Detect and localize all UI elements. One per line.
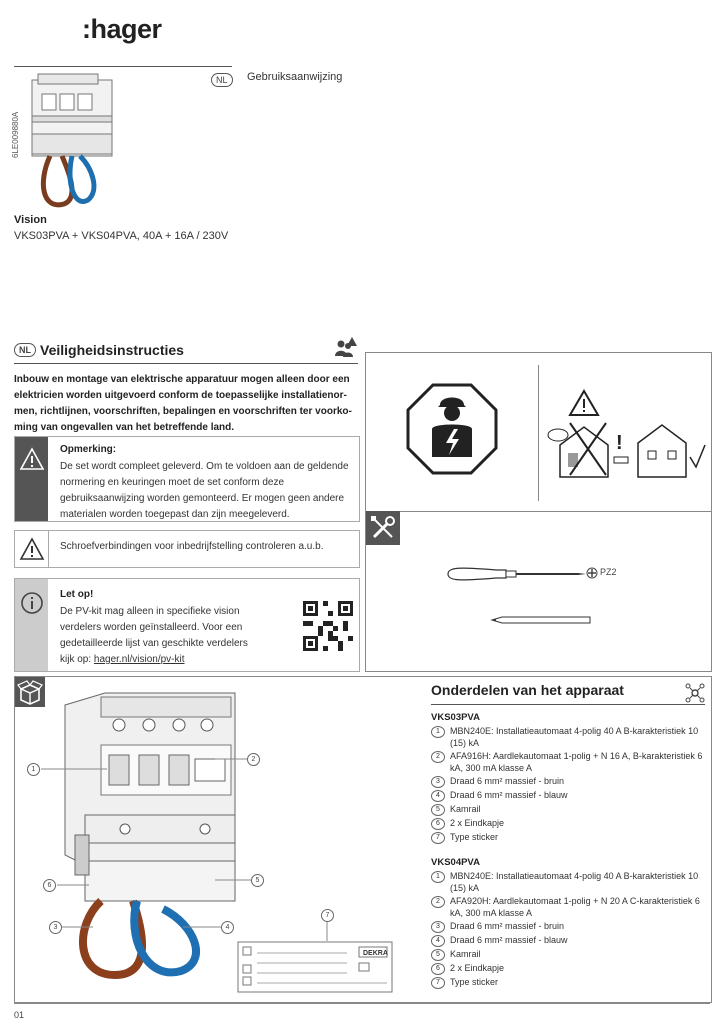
item-text: Draad 6 mm² massief - bruin	[450, 776, 565, 786]
item-number: 2	[431, 896, 445, 908]
callout-6: 6	[43, 879, 56, 892]
safety-language-badge: NL	[14, 343, 36, 357]
phillips-icon	[586, 567, 598, 579]
warning-triangle-icon	[19, 537, 45, 561]
list-item	[431, 935, 705, 947]
item-number: 4	[431, 790, 445, 802]
remark-title: Opmerking:	[60, 444, 117, 455]
warning-people-icon	[334, 336, 358, 358]
parts-group-vks04pva	[431, 857, 705, 991]
note-icon-column	[15, 579, 48, 671]
doc-code-text: 6LE009880A	[11, 111, 20, 158]
pencil-icon	[490, 615, 594, 625]
item-number: 5	[431, 804, 445, 816]
item-text: Draad 6 mm² massief - blauw	[450, 790, 568, 800]
safety-divider	[14, 363, 358, 364]
remark-text: De set wordt compleet geleverd. Om te voldoen aan de geldende normering en keuringen moet de set conform deze gebruiksaanwijzing worden gemonteerd. Er mogen geen andere materialen worden toegepast dan zijn meegeleverd.	[60, 461, 349, 520]
item-number: 7	[431, 977, 445, 989]
list-item	[431, 832, 705, 844]
list-item	[431, 949, 705, 961]
item-text: Kamrail	[450, 804, 481, 814]
item-number: 1	[431, 871, 445, 883]
sticker-brand: DEKRA	[363, 950, 388, 957]
pictogram-divider	[538, 365, 539, 501]
safety-title	[14, 342, 184, 358]
language-badge	[211, 70, 233, 88]
no-diy-installation-icon	[544, 387, 706, 479]
item-number: 4	[431, 935, 445, 947]
hager-logo: :hager	[82, 14, 162, 44]
page-number: 01	[14, 1010, 25, 1020]
info-icon	[20, 591, 44, 615]
note-title: Let op!	[60, 589, 94, 600]
doc-code	[2, 80, 26, 160]
item-text: AFA916H: Aardlekautomaat 1-polig + N 16 A, B-karakteristiek 6 kA, 300 mA klasse A	[450, 751, 703, 773]
item-text: MBN240E: Installatieautomaat 4-polig 40 A B-karakteristiek 10 (15) kA	[450, 726, 699, 748]
list-item	[431, 818, 705, 830]
item-text: Draad 6 mm² massief - blauw	[450, 935, 568, 945]
header-divider	[14, 66, 232, 67]
remark-icon-column	[15, 437, 48, 521]
list-item	[431, 726, 705, 749]
item-text: MBN240E: Installatieautomaat 4-polig 40 A B-karakteristiek 10 (15) kA	[450, 871, 699, 893]
pictogram-panel-top	[366, 353, 711, 512]
language-badge-text: NL	[211, 73, 233, 87]
product-thumbnail	[28, 72, 114, 212]
tools-icon	[366, 511, 400, 545]
parts-group-vks03pva	[431, 712, 705, 846]
components-icon	[685, 683, 705, 703]
list-item	[431, 776, 705, 788]
list-item	[431, 921, 705, 933]
item-number: 2	[431, 751, 445, 763]
item-text: 2 x Eindkapje	[450, 963, 505, 973]
screw-check-box	[14, 530, 360, 568]
electrician-only-icon	[406, 383, 498, 475]
item-text: Type sticker	[450, 977, 499, 987]
footer-divider	[14, 1003, 710, 1004]
pictogram-panel	[365, 352, 712, 672]
product-model: VKS03PVA + VKS04PVA, 40A + 16A / 230V	[14, 230, 229, 242]
warning-triangle-icon	[19, 447, 45, 471]
list-item	[431, 790, 705, 802]
note-text: De PV-kit mag alleen in specifieke vision verdelers worden geïnstalleerd. Voor een gedetailleerde lijst van geschikte verdelers kijk op:	[60, 606, 248, 665]
tools-icon-column	[366, 511, 400, 545]
item-text: Kamrail	[450, 949, 481, 959]
callout-3: 3	[49, 921, 62, 934]
note-text-block	[60, 604, 259, 668]
list-item	[431, 977, 705, 989]
svg-text:!: !	[616, 432, 623, 454]
screw-check-icon-column	[15, 531, 49, 567]
callout-2: 2	[247, 753, 260, 766]
screwdriver-size: PZ2	[600, 567, 617, 577]
pv-kit-link[interactable]: hager.nl/vision/pv-kit	[93, 654, 185, 665]
list-item	[431, 751, 705, 774]
parts-divider	[431, 704, 705, 705]
safety-title-text: Veiligheidsinstructies	[40, 342, 184, 358]
callout-7: 7	[321, 909, 334, 922]
list-item	[431, 963, 705, 975]
item-number: 5	[431, 949, 445, 961]
parts-group-title: VKS03PVA	[431, 712, 480, 723]
list-item	[431, 871, 705, 894]
item-number: 1	[431, 726, 445, 738]
item-number: 6	[431, 818, 445, 830]
note-box	[14, 578, 360, 672]
item-number: 3	[431, 776, 445, 788]
item-number: 3	[431, 921, 445, 933]
item-text: Draad 6 mm² massief - bruin	[450, 921, 565, 931]
remark-box	[14, 436, 360, 522]
list-item	[431, 896, 705, 919]
item-text: AFA920H: Aardlekautomaat 1-polig + N 20 A C-karakteristiek 6 kA, 300 mA klasse A	[450, 896, 700, 918]
item-text: Type sticker	[450, 832, 499, 842]
screwdriver-icon	[446, 563, 596, 585]
qr-code	[303, 601, 353, 651]
item-text: 2 x Eindkapje	[450, 818, 505, 828]
parts-title: Onderdelen van het apparaat	[431, 682, 624, 698]
list-item	[431, 804, 705, 816]
parts-group-title: VKS04PVA	[431, 857, 480, 868]
item-number: 7	[431, 832, 445, 844]
document-type: Gebruiksaanwijzing	[247, 71, 343, 83]
screw-check-text: Schroefverbindingen voor inbedrijfstelling controleren a.u.b.	[60, 541, 324, 552]
callout-4: 4	[221, 921, 234, 934]
product-series: Vision	[14, 214, 47, 226]
callout-1: 1	[27, 763, 40, 776]
item-number: 6	[431, 963, 445, 975]
callout-5: 5	[251, 874, 264, 887]
safety-intro: Inbouw en montage van elektrische apparatuur mogen alleen door een elektricien worden uitgevoerd conform de toepasselijke installatienor-men, richtlijnen, voorschriften, bepalingen en voorschriften ter voorko-ming van ongevallen van het betreffende land.	[14, 374, 352, 433]
